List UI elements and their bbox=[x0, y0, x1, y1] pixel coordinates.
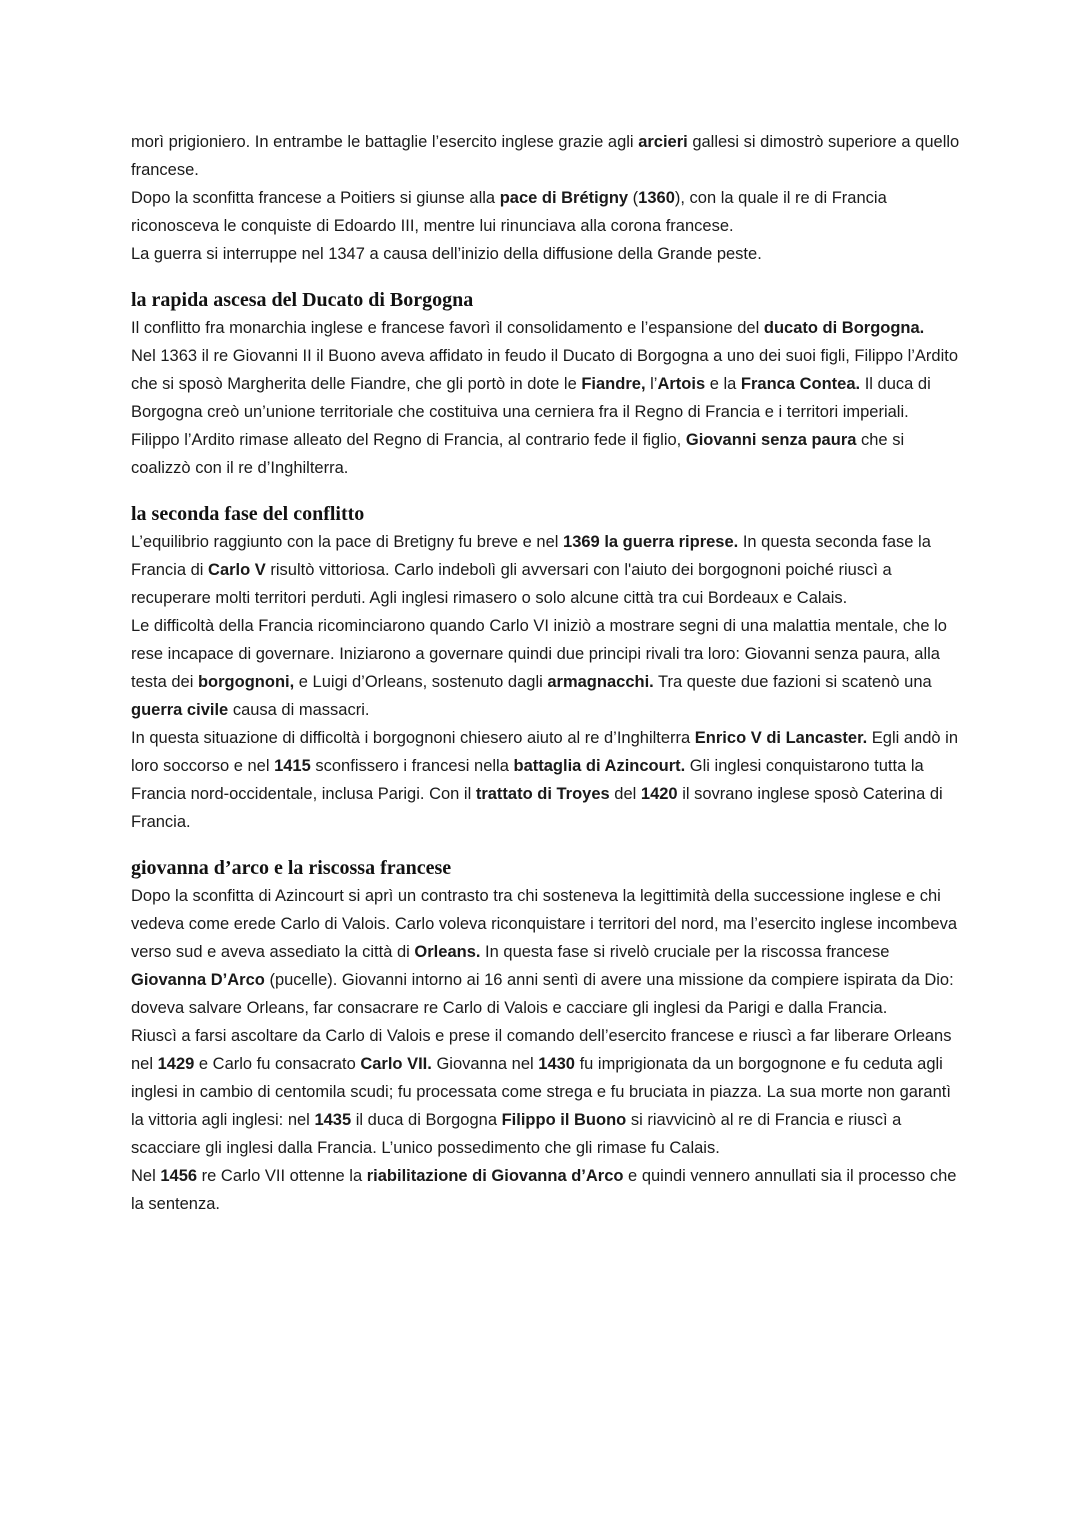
bold-text: ducato di Borgogna. bbox=[763, 319, 925, 337]
text-run: ( bbox=[628, 189, 639, 207]
bold-text: Enrico V di Lancaster. bbox=[694, 729, 868, 747]
bold-text: 1369 la guerra riprese. bbox=[563, 533, 739, 551]
bold-text: 1415 bbox=[274, 757, 311, 775]
bold-text: riabilitazione di Giovanna d’Arco bbox=[366, 1167, 624, 1185]
text-run: Nel 1363 il re Giovanni II il Buono aveva affidato in feudo il Ducato di Borgogna a uno dei suoi figli, Filippo l’Ardito che si sposò Margherita delle Fiandre, che gli portò in dote le bbox=[131, 347, 959, 393]
text-run: e la bbox=[705, 375, 741, 393]
section-gap bbox=[131, 482, 961, 500]
bold-text: trattato di Troyes bbox=[475, 785, 610, 803]
document-page bbox=[131, 128, 961, 1218]
bold-text: armagnacchi. bbox=[547, 673, 654, 691]
text-run: ), con la quale il re di Francia riconosceva le conquiste di Edoardo III, mentre lui rinunciava alla corona francese. bbox=[131, 189, 887, 235]
text-run: e Carlo fu consacrato bbox=[194, 1055, 361, 1073]
text-run: Gli inglesi conquistarono tutta la Francia nord-occidentale, inclusa Parigi. Con il bbox=[131, 757, 924, 803]
text-run: che si coalizzò con il re d’Inghilterra. bbox=[131, 431, 905, 477]
bold-text: Carlo VII. bbox=[360, 1055, 432, 1073]
text-run: re Carlo VII ottenne la bbox=[197, 1167, 367, 1185]
paragraph bbox=[131, 314, 961, 342]
text-run: si riavvicinò al re di Francia e riuscì a scacciare gli inglesi dalla Francia. L’unico possedimento che gli rimase fu Calais. bbox=[131, 1111, 902, 1157]
text-run: e Luigi d’Orleans, sostenuto dagli bbox=[294, 673, 548, 691]
bold-text: Artois bbox=[657, 375, 706, 393]
bold-text: 1435 bbox=[314, 1111, 352, 1129]
paragraph bbox=[131, 240, 961, 268]
text-run: e quindi vennero annullati sia il processo che la sentenza. bbox=[131, 1167, 957, 1213]
text-run: Dopo la sconfitta di Azincourt si aprì un contrasto tra chi sosteneva la legittimità della successione inglese e chi vedeva come erede Carlo di Valois. Carlo voleva riconquistare i territori del nord, ma l’esercito inglese incombeva verso sud e aveva assediato la città di bbox=[131, 887, 957, 961]
section-heading: la seconda fase del conflitto bbox=[131, 503, 365, 525]
text-run: Il conflitto fra monarchia inglese e francese favorì il consolidamento e l’espansione del bbox=[131, 319, 764, 337]
text-run: causa di massacri. bbox=[228, 701, 370, 719]
section-gap bbox=[131, 836, 961, 854]
text-run: Dopo la sconfitta francese a Poitiers si giunse alla bbox=[131, 189, 500, 207]
paragraph bbox=[131, 184, 961, 240]
bold-text: borgognoni, bbox=[197, 673, 295, 691]
paragraph bbox=[131, 342, 961, 482]
paragraph bbox=[131, 128, 961, 184]
bold-text: Filippo il Buono bbox=[501, 1111, 627, 1129]
text-run: morì prigioniero. In entrambe le battaglie l’esercito inglese grazie agli bbox=[131, 133, 639, 151]
bold-text: Carlo V bbox=[208, 561, 266, 579]
text-run: sconfissero i francesi nella bbox=[310, 757, 514, 775]
text-run: Riuscì a farsi ascoltare da Carlo di Valois e prese il comando dell’esercito francese e riuscì a far liberare Orleans nel bbox=[131, 1027, 952, 1073]
bold-text: 1420 bbox=[640, 785, 678, 803]
text-run: risultò vittoriosa. Carlo indebolì gli avversari con l'aiuto dei borgognoni poiché riuscì a recuperare molti territori perduti. Agli inglesi rimasero o solo alcune città tra cui Bordeaux e Calais. bbox=[131, 561, 892, 607]
bold-text: guerra civile bbox=[131, 701, 229, 719]
text-run: In questa situazione di difficoltà i borgognoni chiesero aiuto al re d’Inghilterra bbox=[131, 729, 695, 747]
text-run: l’ bbox=[645, 375, 658, 393]
text-run: Le difficoltà della Francia ricominciarono quando Carlo VI iniziò a mostrare segni di una malattia mentale, che lo rese incapace di governare. Iniziarono a governare quindi due principi rivali tra loro: Giovanni senza paura, alla testa dei bbox=[131, 617, 947, 691]
text-run: La guerra si interruppe nel 1347 a causa dell’inizio della diffusione della Grande peste. bbox=[131, 245, 762, 263]
paragraph bbox=[131, 1162, 961, 1218]
paragraph bbox=[131, 528, 961, 612]
bold-text: Franca Contea. bbox=[740, 375, 861, 393]
bold-text: Orleans. bbox=[414, 943, 481, 961]
text-run: In questa seconda fase la Francia di bbox=[131, 533, 931, 579]
paragraph bbox=[131, 882, 961, 1022]
text-run: Egli andò in loro soccorso e nel bbox=[131, 729, 959, 775]
text-run: Nel bbox=[131, 1167, 161, 1185]
text-run: il duca di Borgogna bbox=[351, 1111, 502, 1129]
bold-text: 1430 bbox=[538, 1055, 575, 1073]
text-run: gallesi si dimostrò superiore a quello francese. bbox=[131, 133, 960, 179]
paragraph bbox=[131, 724, 961, 836]
bold-text: 1429 bbox=[157, 1055, 195, 1073]
bold-text: Giovanni senza paura bbox=[685, 431, 857, 449]
text-run: L’equilibrio raggiunto con la pace di Bretigny fu breve e nel bbox=[131, 533, 564, 551]
section-heading: la rapida ascesa del Ducato di Borgogna bbox=[131, 289, 474, 311]
text-run: (pucelle). Giovanni intorno ai 16 anni sentì di avere una missione da compiere ispirata da Dio: doveva salvare Orleans, far consacrare re Carlo di Valois e cacciare gli inglesi da Parigi e dalla Francia. bbox=[131, 971, 954, 1017]
bold-text: Fiandre, bbox=[581, 375, 646, 393]
bold-text: battaglia di Azincourt. bbox=[513, 757, 686, 775]
text-run: Giovanna nel bbox=[431, 1055, 539, 1073]
bold-text: 1456 bbox=[160, 1167, 198, 1185]
text-run: il sovrano inglese sposò Caterina di Francia. bbox=[131, 785, 943, 831]
text-run: del bbox=[609, 785, 641, 803]
bold-text: Giovanna D’Arco bbox=[131, 971, 265, 989]
bold-text: pace di Brétigny bbox=[499, 189, 629, 207]
bold-text: arcieri bbox=[638, 133, 688, 151]
bold-text: 1360 bbox=[638, 189, 675, 207]
section-gap bbox=[131, 268, 961, 286]
paragraph bbox=[131, 612, 961, 724]
section-heading: giovanna d’arco e la riscossa francese bbox=[131, 857, 452, 879]
paragraph bbox=[131, 1022, 961, 1162]
text-run: fu imprigionata da un borgognone e fu ceduta agli inglesi in cambio di centomila scudi; fu processata come strega e fu bruciata in piazza. La sua morte non garantì la vittoria agli inglesi: nel bbox=[131, 1055, 951, 1129]
text-run: Il duca di Borgogna creò un’unione territoriale che costituiva una cerniera fra il Regno di Francia e i territori imperiali. Filippo l’Ardito rimase alleato del Regno di Francia, al contrario fede il figlio, bbox=[131, 375, 931, 449]
text-run: In questa fase si rivelò cruciale per la riscossa francese bbox=[480, 943, 890, 961]
text-run: Tra queste due fazioni si scatenò una bbox=[653, 673, 932, 691]
